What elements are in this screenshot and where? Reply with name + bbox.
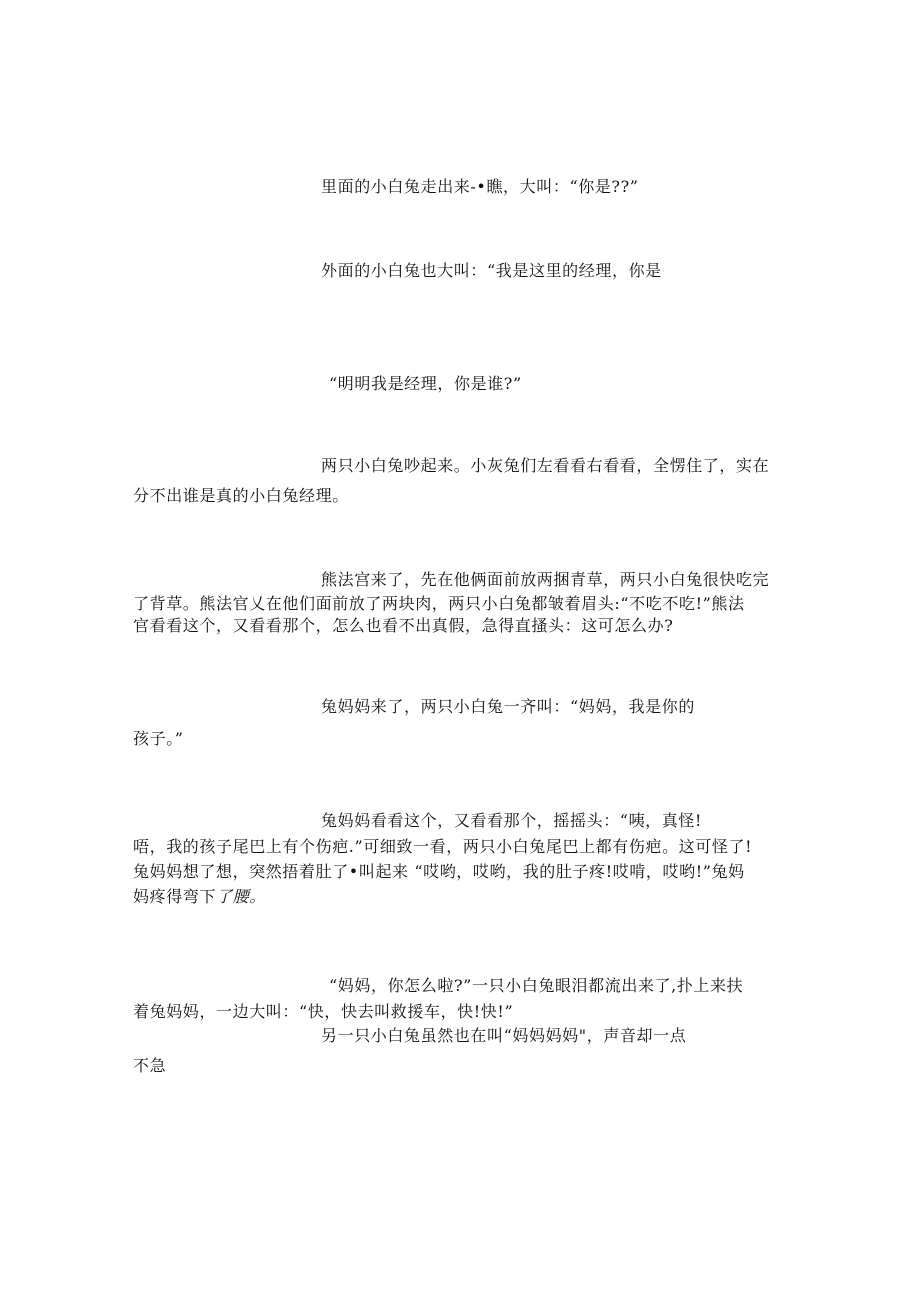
paragraph-line: 里面的小白兔走出来-•瞧，大叫：“你是??” [321, 177, 639, 196]
paragraph-line: 兔妈妈想了想，突然捂着肚了•叫起来 “哎哟，哎哟，我的肚子疼!哎啃，哎哟!”兔妈 [133, 862, 745, 881]
paragraph-line: 另一只小白兔虽然也在叫“妈妈妈妈"，声音却一点 [321, 1026, 687, 1045]
paragraph-line: 熊法宫来了，先在他俩面前放两捆青草，两只小白兔很快吃完 [321, 570, 770, 589]
paragraph-line: 外面的小白兔也大叫：“我是这里的经理，你是 [321, 261, 662, 280]
paragraph-line: 官看看这个，又看看那个，怎么也看不出真假，急得直搔头：这可怎么办? [133, 616, 674, 635]
paragraph-line: 兔妈妈来了，两只小白兔一齐叫：“妈妈，我是你的 [321, 697, 695, 716]
paragraph-line: 两只小白兔吵起来。小灰兔们左看看右看看，全愣住了，实在 [321, 456, 770, 475]
line-text: 妈疼得弯下 [133, 887, 217, 906]
paragraph-line: 兔妈妈看看这个，又看看那个，摇摇头：“咦，真怪! [321, 811, 703, 830]
paragraph-line: 了背草。熊法官乂在他们面前放了两块肉，两只小白兔都皱着眉头:“不吃不吃!”熊法 [133, 594, 745, 613]
paragraph-line: 唔，我的孩子尾巴上有个伤疤.”可细致一看，两只小白兔尾巴上都有伤疤。这可怪了! [133, 837, 753, 856]
paragraph-line: “明明我是经理，你是谁?” [329, 374, 522, 393]
line-text-italic: 了腰。 [216, 887, 266, 906]
paragraph-line [133, 887, 266, 907]
paragraph-line: 着兔妈妈，一边大叫：“快，快去叫救援车，快!快!” [133, 1002, 514, 1021]
paragraph-line: 不急 [133, 1056, 167, 1075]
paragraph-line: 孩子。” [133, 729, 184, 748]
paragraph-line: 分不出谁是真的小白兔经理。 [133, 486, 349, 505]
paragraph-line: “妈妈，你怎么啦?”一只小白兔眼泪都流出来了,扑上来扶 [329, 976, 744, 995]
